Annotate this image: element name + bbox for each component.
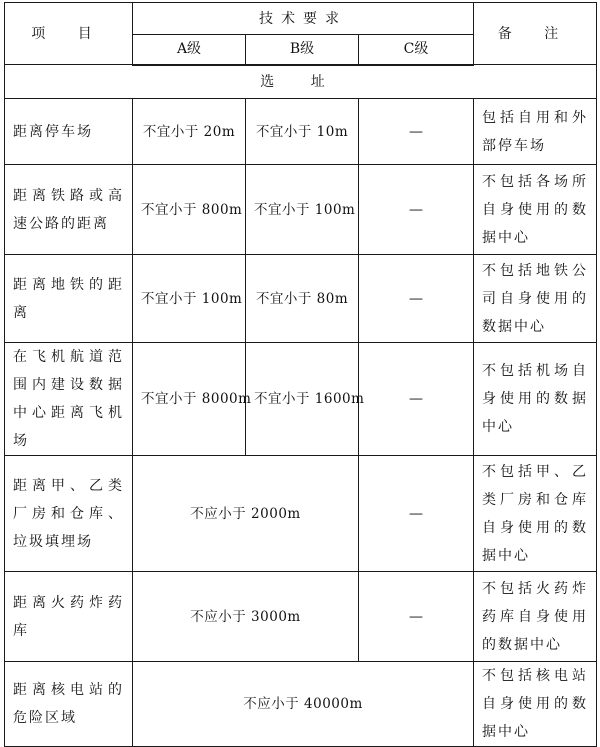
row-item: 距离核电站的危险区域 [5, 662, 133, 747]
header-grade-a: A级 [133, 35, 246, 65]
section-row [5, 65, 597, 99]
grade-c-value: — [359, 456, 474, 572]
table-row [5, 572, 597, 662]
grade-a-value: 不宜小于 8000m [133, 343, 246, 456]
grade-ab-value: 不应小于 2000m [133, 456, 359, 572]
row-item: 距离停车场 [5, 99, 133, 165]
grade-a-value: 不宜小于 100m [133, 255, 246, 343]
row-item: 距离铁路或高速公路的距离 [5, 165, 133, 255]
grade-abc-value: 不应小于 40000m [133, 662, 474, 747]
header-grade-c: C级 [359, 35, 474, 65]
grade-c-value: — [359, 572, 474, 662]
grade-c-value: — [359, 165, 474, 255]
grade-b-value: 不宜小于 100m [246, 165, 359, 255]
row-note: 不包括核电站自身使用的数据中心 [474, 662, 597, 747]
table-row [5, 343, 597, 456]
row-note: 不包括各场所自身使用的数据中心 [474, 165, 597, 255]
row-item: 距离火药炸药库 [5, 572, 133, 662]
table-row [5, 662, 597, 747]
grade-c-value: — [359, 99, 474, 165]
header-grade-b: B级 [246, 35, 359, 65]
row-item: 在飞机航道范围内建设数据中心距离飞机场 [5, 343, 133, 456]
grade-b-value: 不宜小于 1600m [246, 343, 359, 456]
table-row [5, 456, 597, 572]
row-item: 距离地铁的距离 [5, 255, 133, 343]
row-item: 距离甲、乙类厂房和仓库、垃圾填埋场 [5, 456, 133, 572]
spec-table [4, 2, 597, 747]
grade-b-value: 不宜小于 80m [246, 255, 359, 343]
row-note: 不包括甲、乙类厂房和仓库自身使用的数据中心 [474, 456, 597, 572]
row-note: 不包括机场自身使用的数据中心 [474, 343, 597, 456]
grade-c-value: — [359, 343, 474, 456]
header-tech-req: 技术要求 [133, 3, 474, 35]
header-row-1 [5, 3, 597, 35]
grade-a-value: 不宜小于 20m [133, 99, 246, 165]
row-note: 不包括火药炸药库自身使用的数据中心 [474, 572, 597, 662]
grade-a-value: 不宜小于 800m [133, 165, 246, 255]
table-row [5, 99, 597, 165]
row-note: 包括自用和外部停车场 [474, 99, 597, 165]
grade-b-value: 不宜小于 10m [246, 99, 359, 165]
header-item: 项 目 [5, 3, 133, 65]
grade-c-value: — [359, 255, 474, 343]
grade-ab-value: 不应小于 3000m [133, 572, 359, 662]
section-title: 选 址 [5, 65, 597, 99]
row-note: 不包括地铁公司自身使用的数据中心 [474, 255, 597, 343]
table-row [5, 255, 597, 343]
header-note: 备 注 [474, 3, 597, 65]
table-row [5, 165, 597, 255]
